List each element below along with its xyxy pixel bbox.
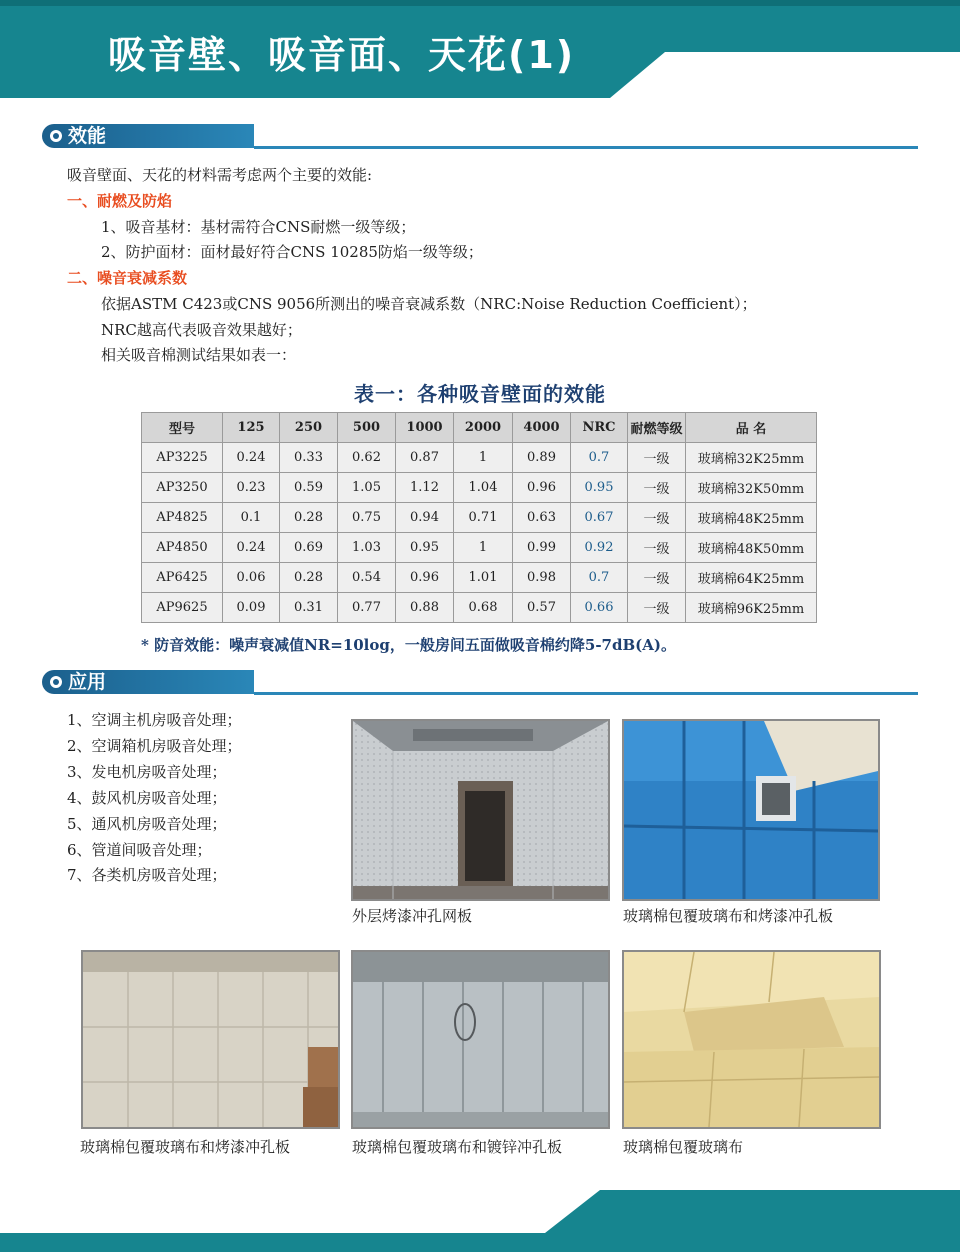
application-item: 4、鼓风机房吸音处理； xyxy=(67,789,227,807)
table-cell: 1.12 xyxy=(396,473,454,503)
bullet-icon xyxy=(50,676,62,688)
table-cell: 0.62 xyxy=(338,443,396,473)
table-row xyxy=(142,593,817,623)
table-cell: 0.28 xyxy=(280,563,338,593)
bullet-icon xyxy=(50,130,62,142)
table-cell: 0.98 xyxy=(513,563,571,593)
application-item: 6、管道间吸音处理； xyxy=(67,841,212,859)
footer-shape xyxy=(0,1180,960,1252)
table-cell: 0.57 xyxy=(513,593,571,623)
table-cell: 1.04 xyxy=(454,473,513,503)
table-row xyxy=(142,503,817,533)
column-header: 2000 xyxy=(454,413,513,443)
table-cell: 一级 xyxy=(628,593,686,623)
table-row xyxy=(142,563,817,593)
application-item: 1、空调主机房吸音处理； xyxy=(67,711,242,729)
list-item: 2、防护面材：面材最好符合CNS 10285防焰一级等级； xyxy=(101,243,483,261)
photo-perforated-panel-room xyxy=(351,719,610,901)
table-cell: 0.63 xyxy=(513,503,571,533)
table-cell: 玻璃棉32K25mm xyxy=(686,443,817,473)
table-cell: 0.54 xyxy=(338,563,396,593)
column-header: 250 xyxy=(280,413,338,443)
application-item: 7、各类机房吸音处理； xyxy=(67,866,227,884)
column-header: 125 xyxy=(223,413,280,443)
table-note: * 防音效能：噪声衰减值NR=10log，一般房间五面做吸音棉约降5-7dB(A)。 xyxy=(141,636,676,654)
table-cell: 0.96 xyxy=(396,563,454,593)
photo-caption: 玻璃棉包覆玻璃布 xyxy=(623,1138,744,1156)
application-item: 2、空调箱机房吸音处理； xyxy=(67,737,242,755)
photo-caption: 玻璃棉包覆玻璃布和镀锌冲孔板 xyxy=(352,1138,563,1156)
footer-band xyxy=(0,1180,960,1252)
section-rule xyxy=(254,146,918,149)
table-cell: 一级 xyxy=(628,503,686,533)
table-cell: 玻璃棉96K25mm xyxy=(686,593,817,623)
photo-caption: 外层烤漆冲孔网板 xyxy=(352,907,473,925)
table-cell: 一级 xyxy=(628,563,686,593)
photo-caption: 玻璃棉包覆玻璃布和烤漆冲孔板 xyxy=(623,907,834,925)
table-caption: 表一：各种吸音壁面的效能 xyxy=(354,382,606,406)
table-cell: 0.88 xyxy=(396,593,454,623)
table-cell: 玻璃棉48K25mm xyxy=(686,503,817,533)
table-cell: 0.92 xyxy=(571,533,628,563)
column-header: 4000 xyxy=(513,413,571,443)
table-cell: AP9625 xyxy=(142,593,223,623)
intro-text: 吸音壁面、天花的材料需考虑两个主要的效能: xyxy=(67,166,373,184)
table-row xyxy=(142,443,817,473)
application-item: 5、通风机房吸音处理； xyxy=(67,815,227,833)
table-cell: 1 xyxy=(454,443,513,473)
table-cell: AP6425 xyxy=(142,563,223,593)
section-heading-performance xyxy=(42,124,918,150)
subheading-flame: 一、耐燃及防焰 xyxy=(67,192,173,210)
photo-galvanized-panel-room xyxy=(351,950,610,1129)
table-cell: 0.75 xyxy=(338,503,396,533)
table-cell: AP3250 xyxy=(142,473,223,503)
table-cell: 0.89 xyxy=(513,443,571,473)
header-banner xyxy=(0,0,960,100)
table-cell: 1.03 xyxy=(338,533,396,563)
table-cell: 0.24 xyxy=(223,533,280,563)
table-row xyxy=(142,533,817,563)
column-header: 耐燃等级 xyxy=(628,413,686,443)
table-cell: 玻璃棉48K50mm xyxy=(686,533,817,563)
photo-glass-wool-cloth xyxy=(622,950,881,1129)
section-heading-application xyxy=(42,670,918,696)
table-cell: 1.05 xyxy=(338,473,396,503)
table-cell: 0.99 xyxy=(513,533,571,563)
performance-table xyxy=(141,412,817,623)
table-cell: 0.71 xyxy=(454,503,513,533)
table-cell: 0.1 xyxy=(223,503,280,533)
table-cell: 一级 xyxy=(628,443,686,473)
table-cell: 玻璃棉32K50mm xyxy=(686,473,817,503)
application-item: 3、发电机房吸音处理； xyxy=(67,763,227,781)
photo-caption: 玻璃棉包覆玻璃布和烤漆冲孔板 xyxy=(80,1138,291,1156)
table-cell: 一级 xyxy=(628,533,686,563)
table-cell: 0.7 xyxy=(571,443,628,473)
table-cell: 0.23 xyxy=(223,473,280,503)
table-cell: 0.09 xyxy=(223,593,280,623)
table-cell: 0.87 xyxy=(396,443,454,473)
table-cell: 0.95 xyxy=(571,473,628,503)
table-cell: AP3225 xyxy=(142,443,223,473)
column-header: NRC xyxy=(571,413,628,443)
section-label: 应用 xyxy=(68,671,107,693)
table-cell: 1.01 xyxy=(454,563,513,593)
paragraph-line: NRC越高代表吸音效果越好； xyxy=(101,321,302,339)
table-cell: 0.77 xyxy=(338,593,396,623)
photo-blue-glasscloth-wall xyxy=(622,719,880,901)
column-header: 500 xyxy=(338,413,396,443)
table-cell: 0.67 xyxy=(571,503,628,533)
list-item: 1、吸音基材：基材需符合CNS耐燃一级等级； xyxy=(101,218,416,236)
table-cell: 玻璃棉64K25mm xyxy=(686,563,817,593)
table-cell: 0.59 xyxy=(280,473,338,503)
table-cell: 0.06 xyxy=(223,563,280,593)
table-cell: 0.68 xyxy=(454,593,513,623)
table-cell: 0.24 xyxy=(223,443,280,473)
table-cell: 0.95 xyxy=(396,533,454,563)
table-cell: AP4850 xyxy=(142,533,223,563)
table-cell: 0.66 xyxy=(571,593,628,623)
table-cell: 0.28 xyxy=(280,503,338,533)
table-cell: 1 xyxy=(454,533,513,563)
page-title: 吸音壁、吸音面、天花(1) xyxy=(108,33,576,77)
table-header-row xyxy=(142,413,817,443)
section-label: 效能 xyxy=(68,125,107,147)
table-cell: AP4825 xyxy=(142,503,223,533)
column-header: 型号 xyxy=(142,413,223,443)
table-cell: 0.31 xyxy=(280,593,338,623)
paragraph-line: 依据ASTM C423或CNS 9056所测出的噪音衰减系数（NRC:Noise Reduction Coefficient）； xyxy=(101,295,757,313)
table-cell: 0.7 xyxy=(571,563,628,593)
subheading-nrc: 二、噪音衰减系数 xyxy=(67,269,188,287)
column-header: 品 名 xyxy=(686,413,817,443)
table-cell: 0.96 xyxy=(513,473,571,503)
section-rule xyxy=(254,692,918,695)
table-cell: 0.94 xyxy=(396,503,454,533)
table-cell: 0.69 xyxy=(280,533,338,563)
paragraph-line: 相关吸音棉测试结果如表一： xyxy=(101,346,297,364)
column-header: 1000 xyxy=(396,413,454,443)
table-cell: 0.33 xyxy=(280,443,338,473)
photo-painted-panel-wall xyxy=(81,950,340,1129)
table-row xyxy=(142,473,817,503)
table-cell: 一级 xyxy=(628,473,686,503)
